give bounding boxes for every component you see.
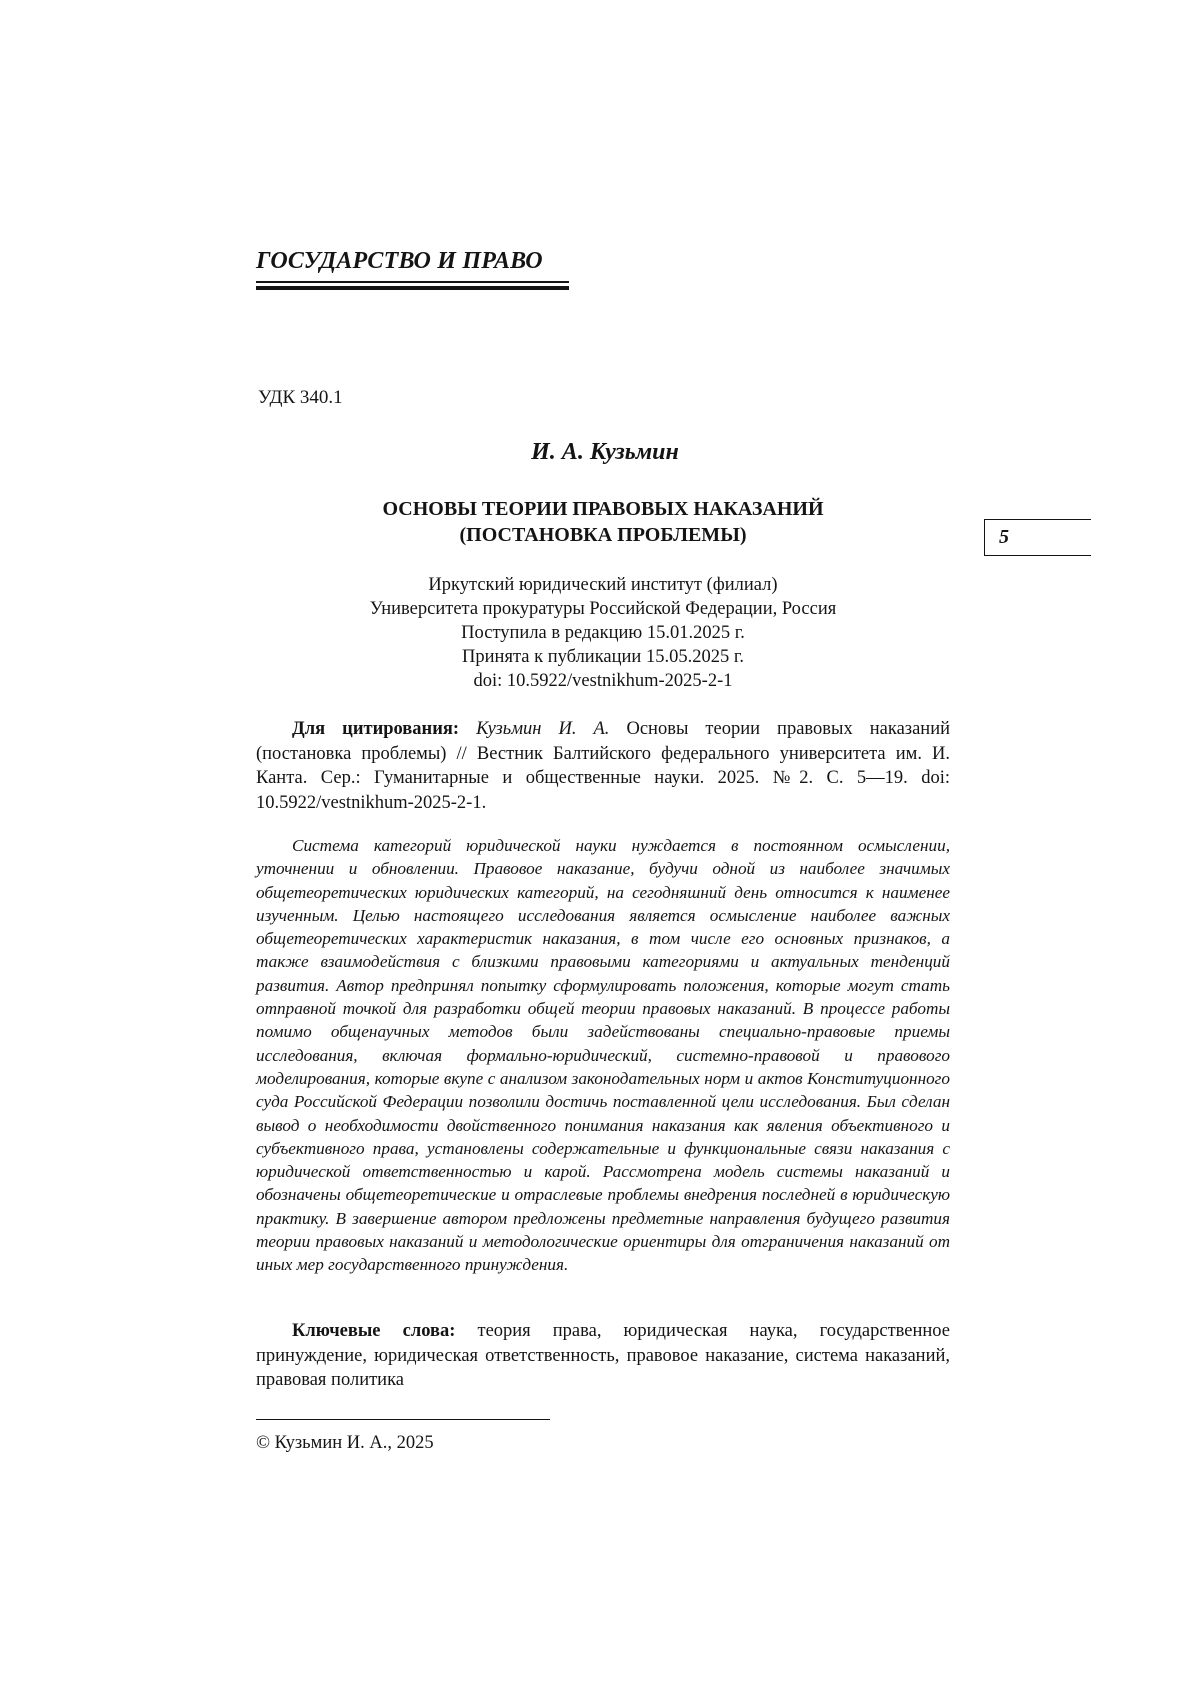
footnote-rule: [256, 1419, 550, 1420]
keywords-text: теория права, юридическая наука, государственное принуждение, юридическая ответственность, правовое наказание, система наказаний, правовая политика: [256, 1321, 950, 1390]
abstract: Система категорий юридической науки нуждается в постоянном осмыслении, уточнении и обновлении. Правовое наказание, будучи одной из наиболее значимых общетеоретических юридических категорий, на сегодняшний день относится к наименее изученным. Целью настоящего исследования является осмысление наиболее важных общетеоретических характеристик наказания, в том числе его основных признаков, а также взаимодействия с близкими правовыми категориями и актуальных тенденций развития. Автор предпринял попытку сформулировать положения, которые могут стать отправной точкой для разработки общей теории правовых наказаний. В процессе работы помимо общенаучных методов были задействованы специально-правовые приемы исследования, включая формально-юридический, системно-правовой и правового моделирования, которые вкупе с анализом законодательных норм и актов Конституционного суда Российской Федерации позволили достичь поставленной цели исследования. Был сделан вывод о необходимости двойственного понимания наказания как явления объективного и субъективного права, установлены содержательные и функциональные связи наказания с юридической ответственностью и карой. Рассмотрена модель системы наказаний и обозначены общетеоретические и отраслевые проблемы внедрения последней в юридическую практику. В завершение автором предложены предметные направления будущего развития теории правовых наказаний и методологические ориентиры для отграничения наказаний от иных мер государственного принуждения.: [256, 836, 950, 1275]
citation-author: Кузьмин И. А.: [476, 719, 610, 739]
citation-text: Основы теории правовых наказаний (постановка проблемы) // Вестник Балтийского федерального университета им. И. Канта. Сер.: Гуманитарные и общественные науки. 2025. №2. С. 5—19. doi: 10.5922/vestnikhum-2025-2-1.: [256, 719, 950, 813]
citation-paragraph: [256, 717, 950, 815]
keywords-label: Ключевые слова:: [292, 1321, 456, 1341]
affiliation-line-1: Иркутский юридический институт (филиал): [428, 575, 778, 595]
section-heading-rule-thick: [256, 286, 569, 290]
affiliation-line-2: Университета прокуратуры Российской Федерации, Россия: [369, 599, 837, 619]
article-title: [256, 496, 950, 548]
accepted-date: Принята к публикации 15.05.2025 г.: [462, 647, 744, 667]
article-title-line-2: (ПОСТАНОВКА ПРОБЛЕМЫ): [459, 524, 747, 546]
copyright: © Кузьмин И. А., 2025: [256, 1433, 434, 1453]
keywords-paragraph: [256, 1319, 950, 1393]
udk-code: УДК 340.1: [258, 387, 343, 408]
page-number-box: [984, 519, 1091, 556]
doi: doi: 10.5922/vestnikhum-2025-2-1: [473, 671, 733, 691]
page-number: 5: [999, 526, 1009, 548]
affiliation-block: [256, 573, 950, 693]
section-heading-rule-thin: [256, 281, 569, 283]
article-author: И. А. Кузьмин: [531, 439, 679, 465]
received-date: Поступила в редакцию 15.01.2025 г.: [461, 623, 745, 643]
section-heading: ГОСУДАРСТВО И ПРАВО: [256, 248, 543, 274]
article-title-line-1: ОСНОВЫ ТЕОРИИ ПРАВОВЫХ НАКАЗАНИЙ: [382, 498, 824, 520]
citation-label: Для цитирования:: [292, 719, 460, 739]
